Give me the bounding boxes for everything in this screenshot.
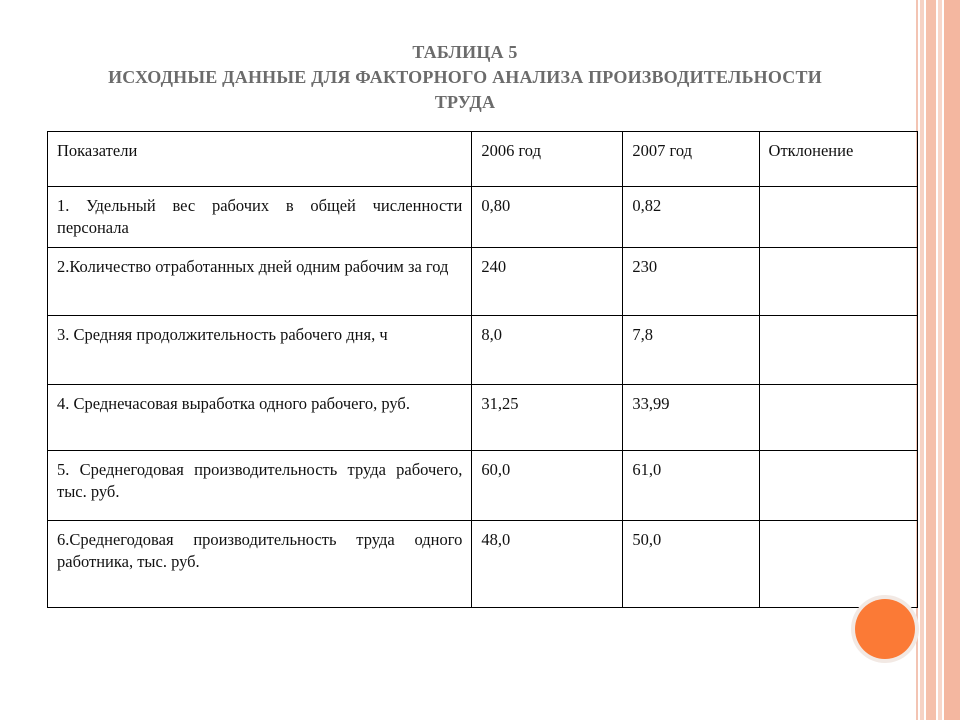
value-2006-cell: 60,0 (472, 451, 623, 521)
value-2007-cell: 0,82 (623, 187, 759, 248)
header-year-2006: 2006 год (472, 132, 623, 187)
deviation-cell (759, 248, 917, 316)
indicator-cell: 6.Среднегодовая производительность труда одного работника, тыс. руб. (48, 521, 472, 608)
value-2006-cell: 31,25 (472, 385, 623, 451)
decorative-orange-circle (855, 599, 915, 659)
value-2007-cell: 7,8 (623, 316, 759, 385)
value-2006-cell: 0,80 (472, 187, 623, 248)
indicator-cell: 3. Средняя продолжительность рабочего дня, ч (48, 316, 472, 385)
deviation-cell (759, 187, 917, 248)
table-row (48, 521, 918, 608)
slide-title (40, 40, 890, 115)
table-row (48, 385, 918, 451)
table-row (48, 187, 918, 248)
value-2006-cell: 8,0 (472, 316, 623, 385)
stripe (920, 0, 924, 720)
table-header-row (48, 132, 918, 187)
header-year-2007: 2007 год (623, 132, 759, 187)
header-indicators: Показатели (48, 132, 472, 187)
value-2007-cell: 61,0 (623, 451, 759, 521)
title-line-1: ТАБЛИЦА 5 (412, 42, 518, 62)
table-row (48, 248, 918, 316)
value-2007-cell: 50,0 (623, 521, 759, 608)
title-line-2: ИСХОДНЫЕ ДАННЫЕ ДЛЯ ФАКТОРНОГО АНАЛИЗА ПРОИЗВОДИТЕЛЬНОСТИ (108, 67, 822, 87)
indicator-cell: 5. Среднегодовая производительность труда рабочего, тыс. руб. (48, 451, 472, 521)
deviation-cell (759, 521, 917, 608)
deviation-cell (759, 385, 917, 451)
value-2007-cell: 230 (623, 248, 759, 316)
decorative-side-stripes (916, 0, 960, 720)
value-2006-cell: 240 (472, 248, 623, 316)
table-row (48, 316, 918, 385)
stripe (944, 0, 960, 720)
productivity-data-table (47, 131, 918, 608)
deviation-cell (759, 451, 917, 521)
header-deviation: Отклонение (759, 132, 917, 187)
stripe (938, 0, 942, 720)
table-row (48, 451, 918, 521)
indicator-cell: 1. Удельный вес рабочих в общей численности персонала (48, 187, 472, 248)
value-2007-cell: 33,99 (623, 385, 759, 451)
deviation-cell (759, 316, 917, 385)
indicator-cell: 4. Среднечасовая выработка одного рабочего, руб. (48, 385, 472, 451)
stripe (926, 0, 936, 720)
title-line-3: ТРУДА (434, 92, 496, 112)
value-2006-cell: 48,0 (472, 521, 623, 608)
indicator-cell: 2.Количество отработанных дней одним рабочим за год (48, 248, 472, 316)
